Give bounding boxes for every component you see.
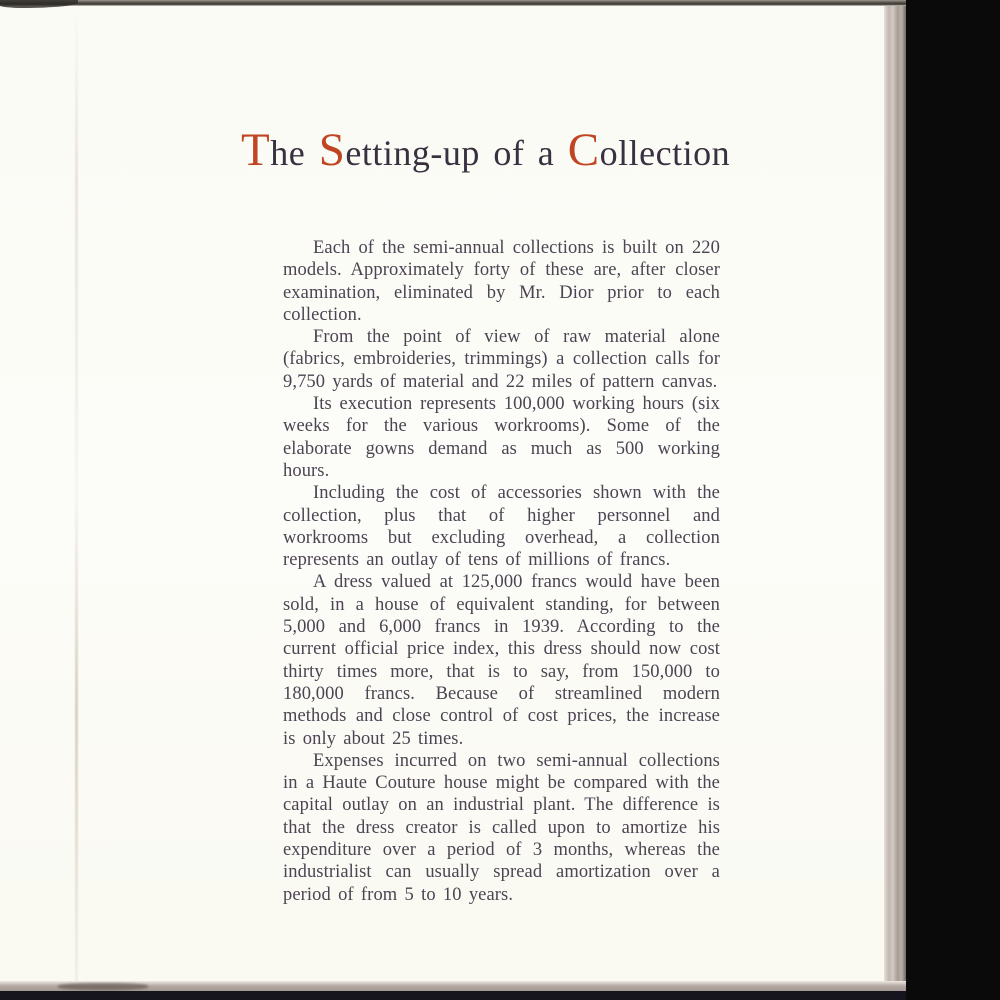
paragraph: Expenses incurred on two semi-annual collections in a Haute Couture house might be compared with the capital outlay on an industrial plant. The difference is that the dress creator is called upon to amortize his expenditure over a period of 3 months, whereas the industrialist can usually spread amortization over a period of from 5 to 10 years. — [283, 750, 720, 905]
cover-edge-shadow — [58, 983, 148, 990]
body-text — [283, 237, 720, 906]
paragraph: Its execution represents 100,000 working hours (six weeks for the various workrooms). Some of the elaborate gowns demand as much as 500 working hours. — [283, 394, 720, 481]
title-text: ollection — [599, 133, 731, 173]
title-text: etting-up of a — [345, 133, 568, 173]
paragraph: From the point of view of raw material alone (fabrics, embroideries, trimmings) a collection calls for 9,750 yards of material and 22 miles of pattern canvas. — [283, 327, 720, 392]
title-initial-cap: C — [567, 124, 600, 176]
page-gutter-crease — [75, 5, 78, 983]
paragraph: A dress valued at 125,000 francs would have been sold, in a house of equivalent standing, for between 5,000 and 6,000 francs in 1939. According to the current official price index, this dress should now cost thirty times more, that is to say, from 150,000 to 180,000 francs. Because of streamlined modern methods and close control of cost prices, the increase is only about 25 times. — [283, 572, 720, 749]
book-cover-top-edge — [0, 0, 906, 6]
title-initial-cap: S — [318, 124, 346, 176]
title-initial-cap: T — [241, 124, 271, 176]
book-page — [0, 5, 884, 983]
title-text: he — [270, 133, 319, 173]
paragraph: Including the cost of accessories shown with the collection, plus that of higher personnel and workrooms but excluding overhead, a collection represents an outlay of tens of millions of francs. — [283, 483, 720, 571]
book-cover-bottom-board — [0, 991, 906, 1000]
chapter-title — [241, 123, 730, 183]
paragraph: Each of the semi-annual collections is built on 220 models. Approximately forty of these are, after closer examination, eliminated by Mr. Dior prior to each collection. — [283, 238, 720, 325]
page-stack-edge — [884, 5, 906, 983]
